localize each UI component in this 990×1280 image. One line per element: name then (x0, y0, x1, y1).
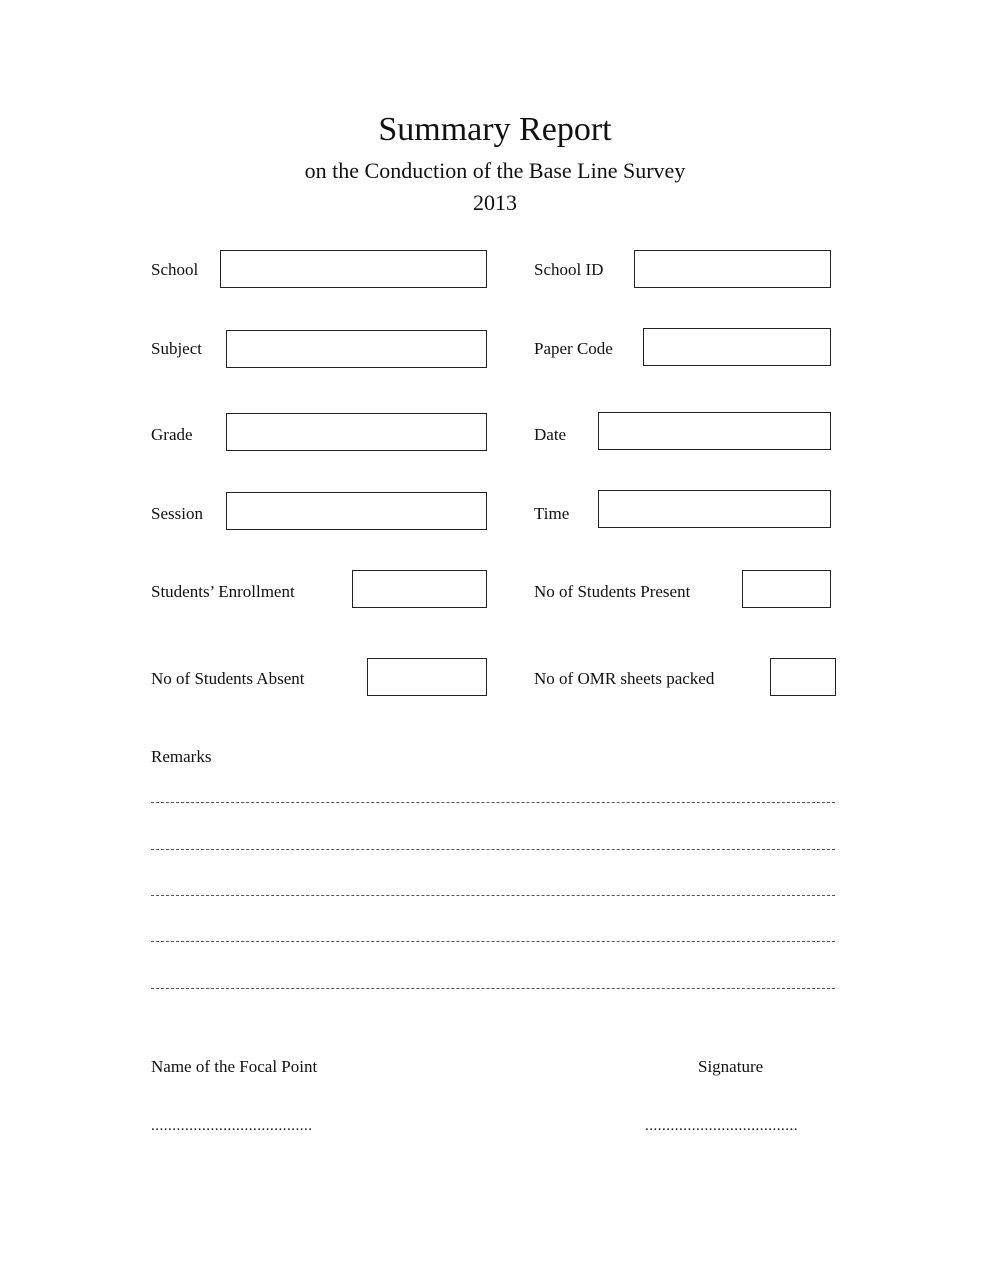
focal-point-dotted-line[interactable]: ...................................... (151, 1118, 313, 1134)
students-enrollment-field[interactable] (352, 570, 487, 608)
remarks-label: Remarks (151, 747, 212, 766)
page-title: Summary Report (378, 111, 612, 148)
grade-field[interactable] (226, 413, 487, 451)
time-field[interactable] (598, 490, 831, 528)
subject-field[interactable] (226, 330, 487, 368)
session-label: Session (151, 504, 203, 523)
omr-sheets-field[interactable] (770, 658, 836, 696)
grade-label: Grade (151, 425, 193, 444)
date-field[interactable] (598, 412, 831, 450)
subject-label: Subject (151, 339, 202, 358)
time-label: Time (534, 504, 570, 523)
school-label: School (151, 260, 199, 279)
report-year: 2013 (473, 190, 517, 215)
focal-point-label: Name of the Focal Point (151, 1057, 318, 1076)
omr-sheets-label: No of OMR sheets packed (534, 669, 715, 688)
paper-code-label: Paper Code (534, 339, 613, 358)
remarks-line[interactable] (151, 895, 835, 896)
remarks-line[interactable] (151, 988, 835, 989)
students-present-label: No of Students Present (534, 582, 691, 601)
school-id-label: School ID (534, 260, 604, 279)
date-label: Date (534, 425, 567, 444)
page-subtitle: on the Conduction of the Base Line Survey (304, 158, 686, 183)
remarks-line[interactable] (151, 802, 835, 803)
students-enrollment-label: Students’ Enrollment (151, 582, 295, 601)
school-field[interactable] (220, 250, 487, 288)
signature-label: Signature (698, 1057, 764, 1076)
session-field[interactable] (226, 492, 487, 530)
remarks-line[interactable] (151, 849, 835, 850)
students-absent-field[interactable] (367, 658, 487, 696)
remarks-line[interactable] (151, 941, 835, 942)
students-absent-label: No of Students Absent (151, 669, 305, 688)
students-present-field[interactable] (742, 570, 831, 608)
signature-dotted-line[interactable]: .................................... (645, 1118, 798, 1134)
paper-code-field[interactable] (643, 328, 831, 366)
school-id-field[interactable] (634, 250, 831, 288)
